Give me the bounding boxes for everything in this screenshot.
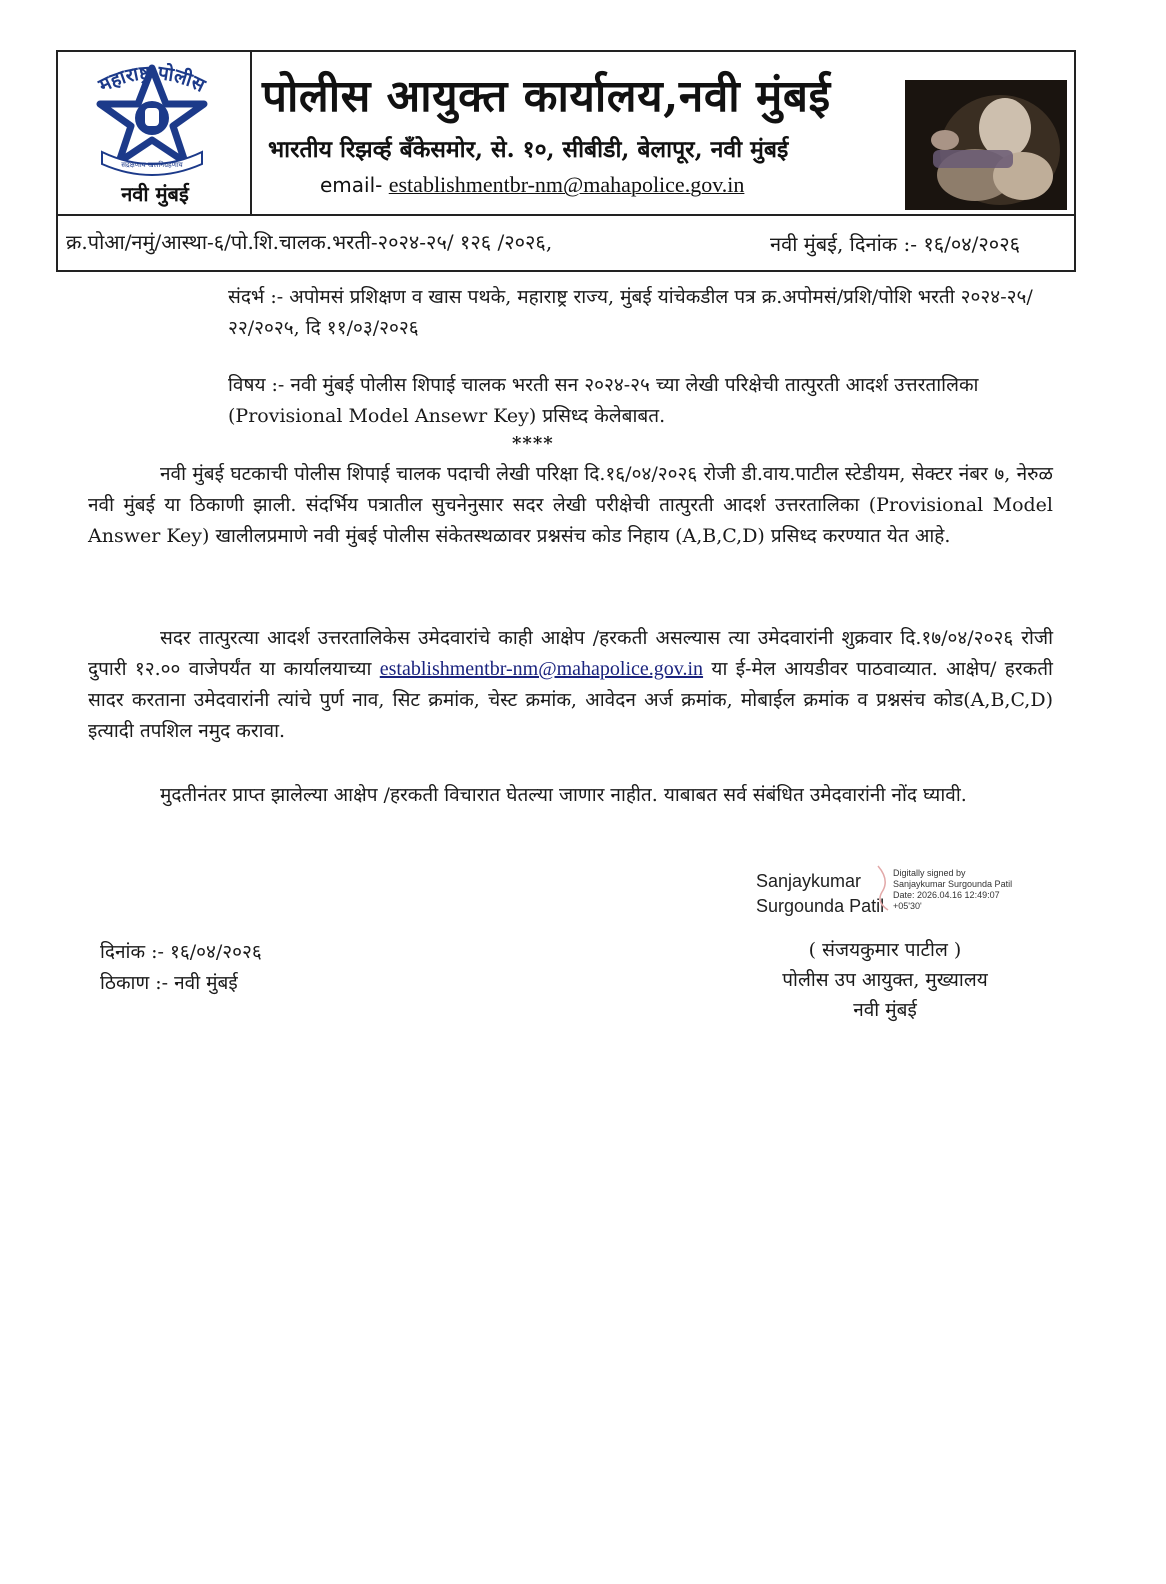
emblem-caption: नवी मुंबई: [121, 182, 189, 206]
digital-signer-name: [756, 869, 884, 919]
subject-text: विषय :- नवी मुंबई पोलीस शिपाई चालक भरती सन २०२४-२५ च्या लेखी परिक्षेची तात्पुरती आदर्श उत्तरतालिका (Provisional Model Ansewr Key) प्रसिध्द केलेबाबत.: [228, 374, 979, 427]
footer-date: दिनांक :- १६/०४/२०२६: [100, 941, 262, 963]
signatory-title: पोलीस उप आयुक्त, मुख्यालय: [782, 969, 988, 991]
digital-sig-line-3: Date: 2026.04.16 12:49:07: [893, 890, 1000, 900]
footer-place: ठिकाण :- नवी मुंबई: [100, 972, 238, 994]
digital-sig-line-2: Sanjaykumar Surgounda Patil: [893, 879, 1013, 889]
signatory-designation: [760, 935, 1010, 1025]
paragraph-objections: [88, 623, 1053, 747]
objection-email-link[interactable]: establishmentbr-nm@mahapolice.gov.in: [379, 658, 704, 680]
digital-signature-details: [893, 868, 1053, 912]
separator-stars: ****: [512, 433, 554, 454]
signatory-name: ( संजयकुमार पाटील ): [808, 939, 962, 961]
paragraph-deadline-note: मुदतीनंतर प्राप्त झालेल्या आक्षेप /हरकती विचारात घेतल्या जाणार नाहीत. याबाबत सर्व संबंधित उमेदवारांनी नोंद घ्यावी.: [160, 784, 967, 806]
signatory-location: नवी मुंबई: [853, 999, 917, 1021]
header-divider: [250, 52, 252, 216]
emblem-text-top: महाराष्ट्र पोलीस: [95, 61, 209, 97]
signer-line-1: Sanjaykumar: [756, 871, 862, 891]
office-title: पोलीस आयुक्त कार्यालय,नवी मुंबई: [262, 71, 831, 122]
email-address[interactable]: establishmentbr-nm@mahapolice.gov.in: [388, 172, 745, 197]
signer-line-2: Surgounda Patil: [756, 896, 885, 916]
office-address: भारतीय रिझर्व्ह बँकेसमोर, से. १०, सीबीडी, बेलापूर, नवी मुंबई: [268, 136, 789, 163]
reference-number: क्र.पोआ/नमुं/आस्था-६/पो.शि.चालक.भरती-२०२४-२५/ १२६ /२०२६,: [66, 230, 553, 254]
paragraph-objections-end: या ई-मेल आयडीवर पाठवाव्यात. आक्षेप/ हरकती सादर करताना उमेदवारांनी त्यांचे पुर्ण नाव, सिट क्रमांक, चेस्ट क्रमांक, आवेदन अर्ज क्रमांक, मोबाईल क्रमांक व प्रश्नसंच कोड(A,B,C,D) इत्यादी तपशिल नमुद करावा.: [88, 658, 1053, 742]
signature-check-icon: [872, 862, 894, 914]
office-email: [320, 172, 744, 198]
emblem-motto: सद्रक्षणाय खलनिग्रहणाय: [121, 161, 183, 169]
place-and-date: नवी मुंबई, दिनांक :- १६/०४/२०२६: [770, 232, 1020, 256]
footer-date-place: [100, 937, 262, 999]
digital-sig-line-1: Digitally signed by: [893, 868, 966, 878]
paragraph-exam-details: नवी मुंबई घटकाची पोलीस शिपाई चालक पदाची लेखी परिक्षा दि.१६/०४/२०२६ रोजी डी.वाय.पाटील स्टेडीयम, सेक्टर नंबर ७, नेरुळ नवी मुंबई या ठिकाणी झाली. संदर्भिय पत्रातील सुचनेनुसार सदर लेखी परीक्षेची तात्पुरती आदर्श उत्तरतालिका (Provisional Model Answer Key) खालीलप्रमाणे नवी मुंबई पोलीस संकेतस्थळावर प्रश्नसंच कोड निहाय (A,B,C,D) प्रसिध्द करण्यात येत आहे.: [88, 463, 1053, 547]
reference-text: संदर्भ :- अपोमसं प्रशिक्षण व खास पथके, महाराष्ट्र राज्य, मुंबई यांचेकडील पत्र क्र.अपोमसं/प्रशि/पोशि भरती २०२४-२५/ २२/२०२५, दि ११/०३/२०२६: [228, 286, 1033, 339]
deity-photo: [905, 80, 1067, 210]
digital-sig-line-4: +05'30': [893, 901, 922, 911]
email-label: email-: [320, 173, 383, 197]
paragraph-objections-start: सदर तात्पुरत्या आदर्श उत्तरतालिकेस उमेदवारांचे काही आक्षेप /हरकती असल्यास त्या उमेदवारांनी शुक्रवार दि.१७/०४/२०२६ रोजी दुपारी १२.०० वाजेपर्यंत या कार्यालयाच्या: [88, 627, 1053, 680]
